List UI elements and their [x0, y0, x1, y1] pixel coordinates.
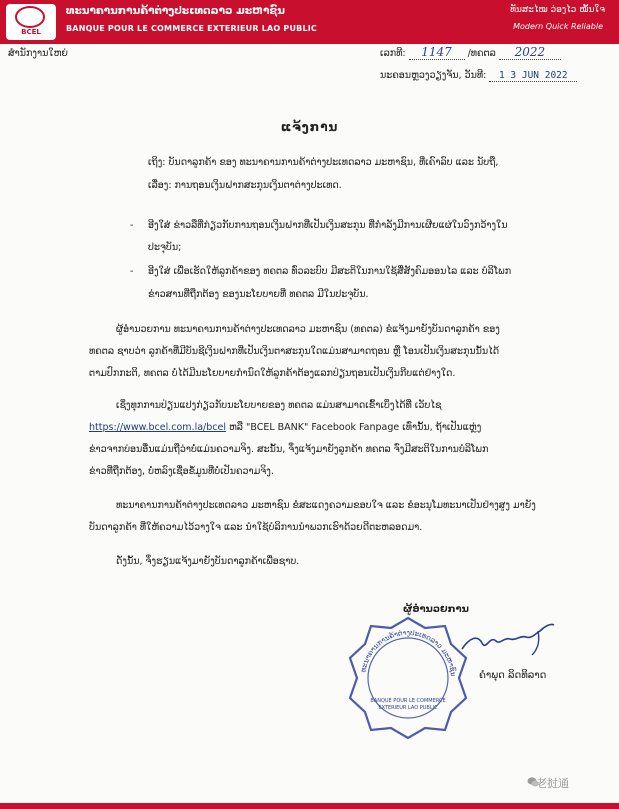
para2-line-3: ຂ່າວຈາກບ່ອນອື່ນແມ່ນຖືວ່າບໍ່ແມ່ນຄວາມຈິງ. ສະນັ້ນ, ຈຶ່ງແຈ້ງມາຍັງລູກຄ້າ ທຄຕລ ຈົ່ງມີສະຕິໃນການບໍລິໂພກ [89, 444, 489, 455]
signatory-name: ຄໍາພຸດ ລິດທິລາດ [479, 670, 547, 681]
stamp-ring-textpath: ທະນາຄານການຄ້າຕ່າງປະເທດລາວ ມະຫາຊົນ [359, 628, 458, 677]
signatory-title: ຜູ້ອໍານວຍການ [403, 604, 469, 615]
date-line [380, 70, 577, 82]
slogan-en: Modern Quick Reliable [513, 22, 603, 31]
stamp-fr-line-1: BANQUE POUR LE COMMERCE [370, 698, 446, 704]
ref-suffix: /ທຄຕລ [467, 48, 496, 59]
para1-line-2: ທຄຕລ ຊາບວ່າ ລູກຄ້າທີ່ມີບັນຊີເງິນຝາກທີ່ເປັນເງິນຕາສະກຸນໃດແມ່ນສາມາດຖອນ ຫຼື ໂອນເປັນເງິນສະກຸນນັ້ນໄດ້ [89, 346, 500, 357]
para2-line-4: ຂ່າວທີ່ຖືກຕ້ອງ, ບໍ່ຫລົງເຊື່ອຂໍ້ມູນທີ່ບໍ່ເປັນຄວາມຈິງ. [89, 466, 274, 477]
para3-line-2: ບັນດາລູກຄ້າ ທີ່ໃຫ້ຄວາມໄວ້ວາງໃຈ ແລະ ນໍາໃຊ້ບໍລິການນໍາພວກເຮົາດ້ວຍດີຕະຫລອດມາ. [89, 522, 423, 533]
para1-line-1: ຜູ້ອໍານວຍການ ທະນາຄານການຄ້າຕ່າງປະເທດລາວ ມະຫາຊົນ (ທຄຕລ) ຂໍແຈ້ງມາຍັງບັນດາລູກຄ້າ ຂອງ [116, 324, 500, 335]
notice-title: ແຈ້ງການ [280, 120, 339, 134]
logo-ring-icon [15, 6, 45, 28]
date-stamp: 1 3 JUN 2022 [489, 70, 577, 82]
para2-line-1: ເຊິ່ງທຸກການປ່ຽນແປງກ່ຽວກັບນະໂຍບາຍຂອງ ທຄຕລ ແມ່ນສາມາດເຂົ້າເບິ່ງໄດ້ທີ່ ເວັບໄຊ [116, 400, 442, 411]
signature-image [460, 617, 556, 663]
bcel-website-link[interactable]: https://www.bcel.com.la/bcel [89, 422, 226, 433]
closing-line: ດັ່ງນັ້ນ, ຈຶ່ງຮຽນແຈ້ງມາຍັງບັນດາລູກຄ້າເພື່ອຊາບ. [116, 556, 300, 567]
office-label: ສໍານັກງານໃຫຍ່ [8, 48, 68, 59]
bullet-2-line-2: ຂ່າວສານທີ່ຖືກຕ້ອງ ຂອງນະໂຍບາຍທີ່ ທຄຕລ ມີໃນປະຈຸບັນ. [148, 289, 369, 300]
bank-name-lao: ທະນາຄານການຄ້າຕ່າງປະເທດລາວ ມະຫາຊົນ [66, 5, 285, 17]
bullet-dash-2: - [130, 266, 134, 277]
bank-name-fr: BANQUE POUR LE COMMERCE EXTERIEUR LAO PUBLIC [66, 24, 317, 33]
footer-bar [0, 803, 619, 809]
stamp-ring-text [359, 628, 457, 677]
bullet-1-line-1: ອີງໃສ່ ຂ່າວລືທີ່ກ່ຽວກັບການຖອນເງິນຝາກທີ່ເປັນເງິນສະກຸນ ທີ່ກໍາລັງມີການເຜີຍແຜ່ໃນວົງກວ້າງໃນ [148, 220, 508, 231]
stamp-fr-line-2: EXTERIEUR LAO PUBLIC [378, 705, 438, 711]
signature-stroke [462, 624, 554, 649]
para3-line-1: ທະນາຄານການຄ້າຕ່າງປະເທດລາວ ມະຫາຊົນ ຂໍສະແດງຄວາມຂອບໃຈ ແລະ ຂໍອະນຸໂມທະນາເປັນຢ່າງສູງ ມາຍັງ [116, 500, 536, 511]
letterhead [0, 0, 619, 44]
reference-line [380, 45, 561, 60]
logo-text: BCEL [21, 28, 41, 36]
para2-line-2-rest: ຫລື "BCEL BANK" Facebook Fanpage ເທົ່ານັ້ນ, ຖ້າເປັນແຫຼ່ງ [225, 422, 482, 433]
watermark-text: 老挝通 [536, 777, 569, 790]
subject-line: ເລື່ອງ: ການຖອນເງິນຝາກສະກຸນເງິນຕາຕ່າງປະເທດ. [148, 180, 342, 191]
bullet-1-line-2: ປະຈຸບັນ; [148, 242, 182, 253]
slogan-lao: ທັນສະໄໝ ວ່ອງໄວ ໝັ້ນໃຈ [510, 5, 605, 15]
recipient-line: ເຖິງ: ບັນດາລູກຄ້າ ຂອງ ທະນາຄານການຄ້າຕ່າງປະເທດລາວ ມະຫາຊົນ, ທີ່ເຄົາລົບ ແລະ ນັບຖື, [148, 157, 499, 168]
ref-number: 1147 [409, 45, 465, 60]
para2-line-2 [89, 422, 481, 433]
para1-line-3: ຕາມປົກກະຕິ, ທຄຕລ ບໍ່ໄດ້ມີນະໂຍບາຍກໍານົດໃຫ້ລູກຄ້າຕ້ອງແລກປ່ຽນຖອນເປັນເງິນກີບແຕ່ຢ່າງໃດ. [89, 368, 456, 379]
bcel-logo [6, 4, 56, 40]
bullet-2-line-1: ອີງໃສ່ ເພື່ອເຮັດໃຫ້ລູກຄ້າຂອງ ທຄຕລ ທົ່ວລະບົບ ມີສະຕິໃນການໃຊ້ສື່ສັງຄົມອອນໄລ ແລະ ບໍລິໂພກ [148, 266, 512, 277]
ref-label: ເລກທີ: [380, 48, 406, 59]
official-stamp [347, 616, 469, 740]
date-prefix: ນະຄອນຫຼວງວຽງຈັນ, ວັນທີ: [380, 70, 487, 81]
bullet-dash-1: - [130, 220, 134, 231]
ref-year: 2022 [499, 45, 561, 60]
